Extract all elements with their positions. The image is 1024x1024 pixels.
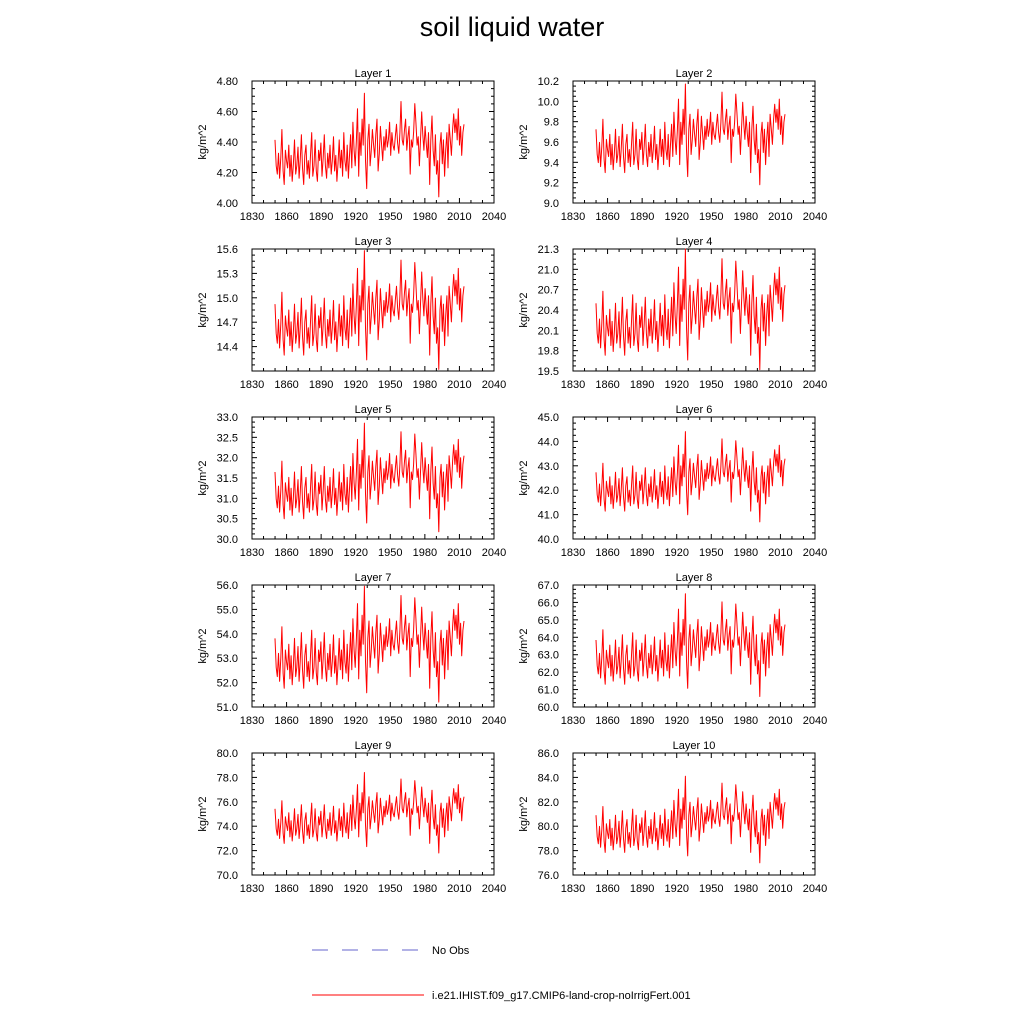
y-axis-label: kg/m^2 (197, 796, 209, 832)
y-tick-label: 72.0 (216, 845, 238, 858)
x-tick-label: 2010 (447, 883, 472, 895)
panel-title: Layer 9 (354, 740, 392, 752)
x-tick-label: 1950 (378, 379, 403, 391)
x-tick-label: 2040 (802, 379, 828, 391)
y-tick-label: 30.5 (216, 513, 238, 526)
x-tick-label: 2010 (447, 211, 472, 223)
x-tick-label: 1920 (343, 211, 368, 223)
x-tick-label: 1920 (343, 379, 368, 391)
x-tick-label: 1890 (308, 883, 334, 895)
chart-panel-8 (518, 572, 827, 727)
x-tick-label: 2010 (447, 379, 472, 391)
x-tick-label: 1920 (343, 715, 368, 727)
x-tick-label: 1890 (629, 547, 655, 559)
x-tick-label: 1830 (239, 379, 265, 391)
y-tick-label: 4.40 (216, 137, 238, 149)
chart-panel-3 (197, 236, 506, 391)
panel-title: Layer 6 (675, 404, 713, 416)
y-tick-label: 60.0 (537, 702, 559, 714)
series-line (596, 594, 785, 697)
panel-title: Layer 2 (675, 68, 713, 80)
x-tick-label: 1920 (343, 547, 368, 559)
y-tick-label: 42.0 (537, 485, 559, 498)
panel-title: Layer 10 (672, 740, 716, 752)
y-tick-label: 30.0 (216, 534, 238, 546)
panel-title: Layer 8 (675, 572, 713, 584)
panel-title: Layer 5 (354, 404, 392, 416)
x-tick-label: 2010 (768, 379, 793, 391)
y-tick-label: 52.0 (216, 677, 238, 690)
series-line (596, 249, 785, 370)
x-tick-label: 1830 (560, 211, 586, 223)
x-tick-label: 2010 (768, 547, 793, 559)
x-tick-label: 2010 (447, 547, 472, 559)
y-tick-label: 32.0 (216, 452, 238, 465)
x-tick-label: 1920 (343, 883, 368, 895)
chart-panel-4 (518, 236, 827, 391)
x-tick-label: 1890 (308, 211, 334, 223)
y-axis-label: kg/m^2 (518, 292, 530, 328)
y-tick-label: 65.0 (537, 614, 559, 627)
panel-title: Layer 4 (675, 236, 713, 248)
y-tick-label: 54.0 (216, 628, 238, 641)
y-tick-label: 14.7 (216, 317, 238, 330)
x-tick-label: 1950 (378, 883, 403, 895)
y-tick-label: 20.7 (537, 284, 559, 297)
y-tick-label: 78.0 (216, 772, 238, 785)
x-tick-label: 1890 (308, 547, 334, 559)
x-tick-label: 1920 (664, 715, 689, 727)
x-tick-label: 1980 (733, 211, 759, 223)
x-tick-label: 1830 (560, 547, 586, 559)
y-axis-label: kg/m^2 (197, 628, 209, 664)
x-tick-label: 1890 (629, 715, 655, 727)
x-tick-label: 1830 (560, 715, 586, 727)
y-tick-label: 74.0 (216, 821, 238, 834)
y-tick-label: 64.0 (537, 632, 559, 645)
y-tick-label: 9.0 (543, 198, 559, 210)
x-tick-label: 1950 (699, 379, 724, 391)
series-line (275, 251, 464, 370)
chart-panel-5 (197, 404, 506, 559)
x-tick-label: 1950 (378, 547, 403, 559)
x-tick-label: 1920 (664, 211, 689, 223)
x-tick-label: 1830 (239, 715, 265, 727)
y-tick-label: 45.0 (537, 412, 559, 424)
series-line (275, 586, 464, 702)
y-tick-label: 84.0 (537, 772, 559, 785)
x-tick-label: 1890 (308, 715, 334, 727)
y-tick-label: 4.20 (216, 167, 238, 180)
chart-panel-9 (197, 740, 506, 895)
y-axis-label: kg/m^2 (518, 628, 530, 664)
series-line (596, 432, 785, 522)
x-tick-label: 1860 (595, 547, 620, 559)
y-tick-label: 10.0 (537, 96, 559, 109)
y-tick-label: 19.8 (537, 345, 559, 358)
x-tick-label: 1950 (699, 211, 724, 223)
panel-title: Layer 7 (354, 572, 392, 584)
x-tick-label: 2040 (481, 379, 507, 391)
y-tick-label: 21.3 (537, 244, 559, 256)
x-tick-label: 2010 (768, 211, 793, 223)
y-tick-label: 21.0 (537, 264, 559, 277)
y-tick-label: 10.2 (537, 76, 559, 88)
x-tick-label: 2040 (481, 211, 507, 223)
x-tick-label: 1860 (595, 883, 620, 895)
y-tick-label: 70.0 (216, 870, 238, 882)
y-tick-label: 67.0 (537, 580, 559, 592)
x-tick-label: 1980 (733, 883, 759, 895)
panels (197, 68, 827, 895)
series-line (275, 93, 464, 197)
y-tick-label: 76.0 (537, 870, 559, 882)
y-tick-label: 61.0 (537, 684, 559, 697)
chart-panel-2 (518, 68, 827, 223)
x-tick-label: 1830 (560, 883, 586, 895)
x-tick-label: 2010 (768, 715, 793, 727)
x-tick-label: 2040 (802, 211, 828, 223)
y-tick-label: 53.0 (216, 653, 238, 666)
x-tick-label: 1860 (595, 211, 620, 223)
y-tick-label: 20.1 (537, 325, 559, 338)
x-tick-label: 1980 (733, 379, 759, 391)
y-tick-label: 14.4 (216, 341, 238, 354)
y-tick-label: 44.0 (537, 436, 559, 449)
y-tick-label: 4.80 (216, 76, 238, 88)
series-line (596, 776, 785, 863)
panel-title: Layer 3 (354, 236, 392, 248)
x-tick-label: 1950 (378, 715, 403, 727)
y-tick-label: 19.5 (537, 366, 559, 378)
x-tick-label: 1860 (274, 883, 299, 895)
y-tick-label: 80.0 (216, 748, 238, 760)
y-tick-label: 86.0 (537, 748, 559, 760)
x-tick-label: 2010 (447, 715, 472, 727)
x-tick-label: 1920 (664, 883, 689, 895)
y-tick-label: 43.0 (537, 460, 559, 473)
y-tick-label: 33.0 (216, 412, 238, 424)
panel-title: Layer 1 (354, 68, 392, 80)
y-tick-label: 62.0 (537, 667, 559, 680)
x-tick-label: 1890 (308, 379, 334, 391)
x-tick-label: 1980 (412, 211, 438, 223)
y-tick-label: 9.4 (543, 157, 559, 170)
x-tick-label: 1980 (412, 883, 438, 895)
x-tick-label: 1860 (595, 379, 620, 391)
y-axis-label: kg/m^2 (197, 292, 209, 328)
y-tick-label: 15.6 (216, 244, 238, 256)
y-tick-label: 15.0 (216, 292, 238, 305)
x-tick-label: 1860 (274, 379, 299, 391)
chart-panel-7 (197, 572, 506, 727)
y-tick-label: 9.2 (543, 177, 559, 190)
y-tick-label: 9.8 (543, 116, 559, 129)
x-tick-label: 1830 (239, 883, 265, 895)
y-axis-label: kg/m^2 (197, 124, 209, 160)
y-axis-label: kg/m^2 (518, 124, 530, 160)
x-tick-label: 2040 (802, 715, 828, 727)
x-tick-label: 2010 (768, 883, 793, 895)
x-tick-label: 1950 (699, 883, 724, 895)
x-tick-label: 1920 (664, 547, 689, 559)
y-tick-label: 4.60 (216, 106, 238, 119)
x-tick-label: 1980 (733, 547, 759, 559)
y-tick-label: 76.0 (216, 796, 238, 809)
series-line (596, 84, 785, 185)
x-tick-label: 1980 (412, 547, 438, 559)
legend (312, 945, 691, 1002)
x-tick-label: 2040 (481, 547, 507, 559)
y-axis-label: kg/m^2 (518, 460, 530, 496)
y-tick-label: 78.0 (537, 845, 559, 858)
y-tick-label: 31.5 (216, 473, 238, 485)
y-tick-label: 31.0 (216, 493, 238, 506)
y-tick-label: 80.0 (537, 821, 559, 834)
x-tick-label: 2040 (802, 547, 828, 559)
legend-model-label: i.e21.IHIST.f09_g17.CMIP6-land-crop-noIrrigFert.001 (432, 990, 691, 1002)
x-tick-label: 1860 (595, 715, 620, 727)
legend-obs-label: No Obs (432, 945, 470, 957)
x-tick-label: 1980 (412, 715, 438, 727)
x-tick-label: 2040 (481, 715, 507, 727)
x-tick-label: 1950 (699, 547, 724, 559)
x-tick-label: 1920 (664, 379, 689, 391)
x-tick-label: 2040 (481, 883, 507, 895)
x-tick-label: 1830 (560, 379, 586, 391)
chart-panel-6 (518, 404, 827, 559)
x-tick-label: 1980 (733, 715, 759, 727)
y-tick-label: 66.0 (537, 597, 559, 610)
y-tick-label: 32.5 (216, 432, 238, 445)
x-tick-label: 1890 (629, 379, 655, 391)
y-tick-label: 20.4 (537, 305, 559, 317)
x-tick-label: 1980 (412, 379, 438, 391)
y-tick-label: 55.0 (216, 604, 238, 617)
chart-panel-10 (518, 740, 827, 895)
y-tick-label: 4.00 (216, 198, 238, 210)
y-tick-label: 15.3 (216, 268, 238, 281)
x-tick-label: 1950 (378, 211, 403, 223)
y-tick-label: 40.0 (537, 534, 559, 546)
x-tick-label: 1890 (629, 883, 655, 895)
series-line (275, 773, 464, 854)
y-tick-label: 41.0 (537, 509, 559, 522)
x-tick-label: 2040 (802, 883, 828, 895)
series-line (275, 423, 464, 532)
y-tick-label: 51.0 (216, 702, 238, 714)
y-axis-label: kg/m^2 (197, 460, 209, 496)
chart-panel-1 (197, 68, 506, 223)
x-tick-label: 1830 (239, 547, 265, 559)
y-axis-label: kg/m^2 (518, 796, 530, 832)
x-tick-label: 1950 (699, 715, 724, 727)
x-tick-label: 1860 (274, 211, 299, 223)
x-tick-label: 1890 (629, 211, 655, 223)
figure-title: soil liquid water (419, 12, 605, 42)
y-tick-label: 56.0 (216, 580, 238, 592)
x-tick-label: 1830 (239, 211, 265, 223)
x-tick-label: 1860 (274, 547, 299, 559)
y-tick-label: 9.6 (543, 137, 559, 149)
y-tick-label: 82.0 (537, 796, 559, 809)
x-tick-label: 1860 (274, 715, 299, 727)
y-tick-label: 63.0 (537, 649, 559, 662)
